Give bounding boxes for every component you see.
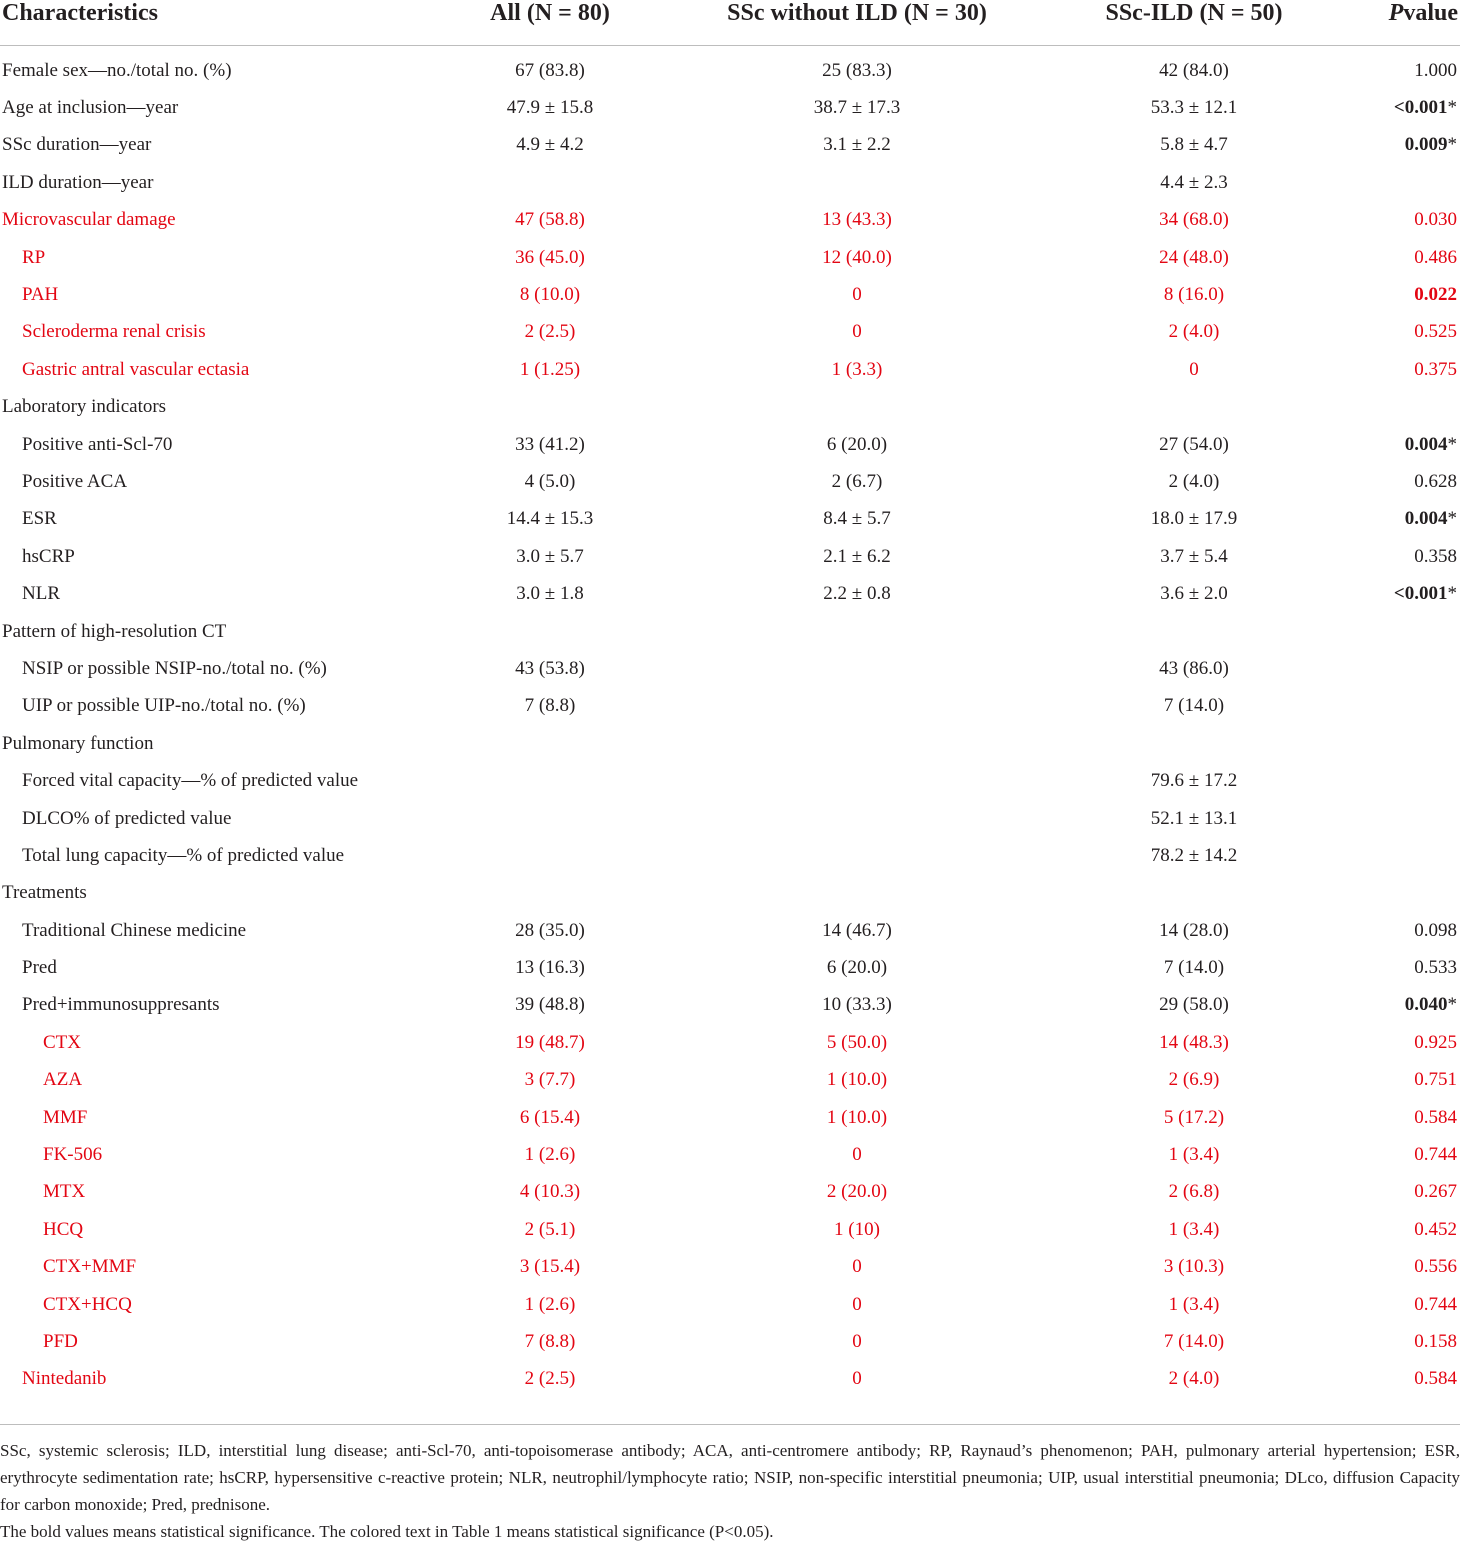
cell-ssc-ild: 14 (48.3) [1159,1031,1229,1053]
table-row [0,239,1460,276]
table-row [0,987,1460,1024]
row-label: CTX+HCQ [43,1293,132,1315]
footnote-significance: The bold values means statistical significance. The colored text in Table 1 means statistical significance (P<0.05). [0,1522,774,1541]
pvalue-number: 0.022 [1414,284,1457,306]
cell-all: 1 (2.6) [524,1144,576,1166]
cell-ssc-ild: 1 (3.4) [1168,1293,1220,1315]
cell-ssc-without-ild [640,762,1074,799]
cell-ssc-ild: 34 (68.0) [1159,209,1229,231]
cell-ssc-ild: 79.6 ± 17.2 [1150,770,1238,792]
cell-ssc-ild: 3.6 ± 2.0 [1160,583,1228,605]
table-row [0,912,1460,949]
cell-ssc-without-ild: 5 (50.0) [826,1031,888,1053]
cell-ssc-without-ild: 10 (33.3) [822,994,892,1016]
row-label: Scleroderma renal crisis [22,321,206,343]
cell-ssc-ild: 2 (4.0) [1168,1368,1220,1390]
cell-pvalue [1314,1174,1460,1211]
cell-pvalue [1314,1136,1460,1173]
table-row [0,1286,1460,1323]
pvalue-number: 0.452 [1414,1218,1457,1240]
pvalue-number: 0.267 [1414,1181,1457,1203]
table-row [0,800,1460,837]
cell-all: 39 (48.8) [515,994,585,1016]
row-label: CTX+MMF [43,1256,137,1278]
cell-pvalue [1314,762,1460,799]
cell-all: 1 (2.6) [524,1293,576,1315]
cell-ssc-without-ild: 0 [852,1144,862,1166]
cell-pvalue [1314,688,1460,725]
row-label: Positive anti-Scl-70 [22,433,173,455]
table-row [0,1099,1460,1136]
cell-all [460,875,640,912]
table-row [0,276,1460,313]
pvalue-number: 0.030 [1414,209,1457,231]
pvalue-number: 0.486 [1414,246,1457,268]
table-body [0,46,1460,1399]
cell-ssc-without-ild: 2.1 ± 6.2 [823,545,891,567]
cell-ssc-ild: 8 (16.0) [1163,284,1225,306]
pvalue-number: 0.744 [1414,1293,1457,1315]
cell-ssc-ild: 5 (17.2) [1163,1106,1225,1128]
pvalue-number: 0.533 [1414,957,1457,979]
cell-pvalue [1314,875,1460,912]
cell-ssc-without-ild: 1 (10.0) [826,1106,888,1128]
table-row [0,1062,1460,1099]
table-row [0,725,1460,762]
cell-ssc-without-ild: 6 (20.0) [826,957,888,979]
header-pvalue [1314,0,1460,46]
cell-ssc-without-ild: 13 (43.3) [822,209,892,231]
cell-pvalue [1314,987,1460,1024]
table-row [0,314,1460,351]
cell-all: 47.9 ± 15.8 [506,97,594,119]
cell-pvalue [1314,46,1460,90]
cell-all: 3 (15.4) [519,1256,581,1278]
cell-pvalue [1314,1062,1460,1099]
cell-ssc-ild: 18.0 ± 17.9 [1150,508,1238,530]
cell-ssc-ild: 2 (6.9) [1168,1069,1220,1091]
cell-pvalue [1314,837,1460,874]
cell-all: 47 (58.8) [515,209,585,231]
table-row [0,426,1460,463]
cell-all: 3.0 ± 1.8 [516,583,584,605]
row-label: Total lung capacity—% of predicted value [22,844,345,866]
cell-ssc-without-ild [640,725,1074,762]
table-row [0,501,1460,538]
header-ssc-without-ild: SSc without ILD (N = 30) [640,0,1074,46]
header-characteristics: Characteristics [0,0,460,46]
table-row [0,837,1460,874]
pvalue-number: 0.375 [1414,358,1457,380]
cell-ssc-ild: 0 [1189,358,1199,380]
pvalue-number: 0.525 [1414,321,1457,343]
row-label: SSc duration—year [2,134,152,156]
cell-pvalue [1314,1024,1460,1061]
cell-ssc-without-ild [640,164,1074,201]
cell-pvalue [1314,426,1460,463]
pvalue-number: 0.556 [1414,1256,1457,1278]
cell-all: 7 (8.8) [524,695,576,717]
cell-pvalue [1314,725,1460,762]
cell-all: 36 (45.0) [515,246,585,268]
pvalue-number: 0.925 [1414,1031,1457,1053]
cell-ssc-without-ild [640,613,1074,650]
table-row [0,463,1460,500]
pvalue-number: 0.040 [1404,994,1448,1016]
cell-ssc-ild: 42 (84.0) [1159,59,1229,81]
table-row [0,351,1460,388]
table-row [0,1323,1460,1360]
cell-ssc-ild: 52.1 ± 13.1 [1150,807,1238,829]
table-header [0,0,1460,46]
cell-ssc-ild [1074,725,1314,762]
cell-all: 43 (53.8) [515,657,585,679]
cell-ssc-without-ild: 0 [852,1256,862,1278]
pvalue-number: 0.584 [1414,1368,1457,1390]
cell-ssc-ild: 2 (4.0) [1168,321,1220,343]
row-label: Treatments [2,882,87,904]
cell-ssc-ild: 3.7 ± 5.4 [1160,545,1228,567]
cell-ssc-without-ild [640,688,1074,725]
cell-pvalue [1314,613,1460,650]
cell-all [460,164,640,201]
header-row [0,0,1460,46]
cell-ssc-ild [1074,389,1314,426]
cell-ssc-without-ild: 25 (83.3) [822,59,892,81]
cell-pvalue [1314,1323,1460,1360]
row-label: Gastric antral vascular ectasia [22,358,250,380]
cell-ssc-without-ild [640,650,1074,687]
cell-pvalue [1314,949,1460,986]
significance-star: * [1447,97,1457,119]
cell-ssc-without-ild: 2.2 ± 0.8 [823,583,891,605]
row-label: AZA [43,1069,83,1091]
cell-all: 13 (16.3) [515,957,585,979]
cell-ssc-without-ild: 1 (3.3) [831,358,883,380]
cell-ssc-ild: 43 (86.0) [1159,657,1229,679]
footnote-abbreviations: SSc, systemic sclerosis; ILD, interstitial lung disease; anti-Scl-70, anti-topoisomerase antibody; ACA, anti-centromere antibody; RP, Raynaud’s phenomenon; PAH, pulmonary arterial hypertension; ESR, erythrocyte sedimentation rate; hsCRP, hypersensitive c-reactive protein; NLR, neutrophil/lymphocyte ratio; NSIP, non-specific interstitial pneumonia; UIP, usual interstitial pneumonia; DLco, diffusion Capacity for carbon monoxide; Pred, prednisone. [0,1441,1460,1514]
table-row [0,875,1460,912]
significance-star: * [1447,583,1457,605]
cell-all: 2 (5.1) [524,1218,576,1240]
table-row [0,1024,1460,1061]
cell-ssc-ild [1074,613,1314,650]
row-label: HCQ [43,1218,84,1240]
cell-all: 6 (15.4) [519,1106,581,1128]
cell-pvalue [1314,463,1460,500]
cell-ssc-ild: 7 (14.0) [1163,1330,1225,1352]
cell-ssc-without-ild: 38.7 ± 17.3 [813,97,901,119]
cell-ssc-without-ild: 6 (20.0) [826,433,888,455]
cell-pvalue [1314,912,1460,949]
cell-ssc-ild: 7 (14.0) [1163,957,1225,979]
cell-all [460,613,640,650]
cell-all [460,725,640,762]
cell-ssc-without-ild [640,389,1074,426]
cell-all: 1 (1.25) [519,358,581,380]
significance-star: * [1447,994,1457,1016]
row-label: Traditional Chinese medicine [22,919,247,941]
cell-pvalue [1314,239,1460,276]
cell-all: 3.0 ± 5.7 [516,545,584,567]
table-row [0,613,1460,650]
cell-pvalue [1314,127,1460,164]
row-label: FK-506 [43,1144,103,1166]
cell-all: 2 (2.5) [524,1368,576,1390]
cell-pvalue [1314,575,1460,612]
cell-ssc-without-ild: 14 (46.7) [822,919,892,941]
row-label: NLR [22,583,60,605]
cell-ssc-ild: 53.3 ± 12.1 [1150,97,1238,119]
table-row [0,762,1460,799]
cell-all: 67 (83.8) [515,59,585,81]
row-label: Pulmonary function [2,732,154,754]
cell-all: 7 (8.8) [524,1330,576,1352]
cell-ssc-without-ild: 12 (40.0) [822,246,892,268]
table-row [0,1249,1460,1286]
row-label: Female sex—no./total no. (%) [2,59,232,81]
cell-pvalue [1314,351,1460,388]
cell-all: 4 (10.3) [519,1181,581,1203]
row-label: Positive ACA [22,470,128,492]
table-row [0,949,1460,986]
cell-all: 8 (10.0) [519,284,581,306]
cell-ssc-ild: 4.4 ± 2.3 [1160,171,1228,193]
cell-pvalue [1314,501,1460,538]
row-label: hsCRP [22,545,75,567]
significance-star: * [1447,508,1457,530]
table-row [0,202,1460,239]
row-label: Age at inclusion—year [2,97,179,119]
cell-ssc-ild [1074,875,1314,912]
table-row [0,164,1460,201]
table-row [0,650,1460,687]
cell-pvalue [1314,1099,1460,1136]
pvalue-number: 0.009 [1404,134,1448,156]
row-label: Nintedanib [22,1368,107,1390]
cell-ssc-without-ild: 2 (20.0) [826,1181,888,1203]
pvalue-number: 0.744 [1414,1144,1457,1166]
cell-all [460,762,640,799]
table-row [0,89,1460,126]
cell-all: 28 (35.0) [515,919,585,941]
row-label: RP [22,246,46,268]
significance-star: * [1447,433,1457,455]
cell-pvalue [1314,314,1460,351]
pvalue-number: 0.098 [1414,919,1457,941]
cell-ssc-without-ild: 2 (6.7) [831,470,883,492]
cell-pvalue [1314,276,1460,313]
cell-ssc-without-ild [640,800,1074,837]
header-ssc-ild: SSc-ILD (N = 50) [1074,0,1314,46]
cell-all: 4 (5.0) [524,470,576,492]
cell-pvalue [1314,202,1460,239]
cell-pvalue [1314,650,1460,687]
row-label: CTX [43,1031,81,1053]
cell-all: 19 (48.7) [515,1031,585,1053]
cell-ssc-without-ild: 3.1 ± 2.2 [823,134,891,156]
table-row [0,575,1460,612]
cell-all: 33 (41.2) [515,433,585,455]
cell-ssc-ild: 27 (54.0) [1159,433,1229,455]
row-label: Microvascular damage [2,209,176,231]
cell-ssc-without-ild: 0 [852,321,862,343]
header-pvalue-italic: P [1388,0,1404,26]
cell-ssc-without-ild: 0 [852,284,862,306]
cell-ssc-without-ild: 1 (10) [834,1218,880,1240]
pvalue-number: <0.001 [1393,583,1448,605]
cell-pvalue [1314,1286,1460,1323]
cell-ssc-without-ild: 8.4 ± 5.7 [823,508,891,530]
table-row [0,1136,1460,1173]
table-row [0,46,1460,90]
cell-ssc-ild: 3 (10.3) [1163,1256,1225,1278]
cell-ssc-without-ild: 0 [852,1368,862,1390]
row-label: Pattern of high-resolution CT [2,620,227,642]
row-label: Pred+immunosuppresants [22,994,220,1016]
cell-ssc-ild: 2 (4.0) [1168,470,1220,492]
row-label: Forced vital capacity—% of predicted value [22,770,359,792]
table-row [0,1174,1460,1211]
cell-pvalue [1314,1361,1460,1398]
row-label: Pred [22,957,57,979]
cell-pvalue [1314,538,1460,575]
row-label: PAH [22,284,59,306]
cell-ssc-ild: 1 (3.4) [1168,1218,1220,1240]
pvalue-number: 0.004 [1404,433,1448,455]
row-label: MTX [43,1181,86,1203]
cell-ssc-without-ild: 0 [852,1293,862,1315]
row-label: Laboratory indicators [2,396,167,418]
cell-pvalue [1314,1211,1460,1248]
pvalue-number: 0.358 [1414,545,1457,567]
cell-ssc-without-ild [640,837,1074,874]
table-row [0,127,1460,164]
row-label: NSIP or possible NSIP-no./total no. (%) [22,657,327,679]
cell-ssc-ild: 1 (3.4) [1168,1144,1220,1166]
table-row [0,1211,1460,1248]
significance-star: * [1447,134,1457,156]
table-row [0,389,1460,426]
cell-ssc-without-ild: 1 (10.0) [826,1069,888,1091]
table-row [0,688,1460,725]
row-label: MMF [43,1106,88,1128]
cell-ssc-ild: 78.2 ± 14.2 [1150,844,1238,866]
cell-ssc-ild: 29 (58.0) [1159,994,1229,1016]
cell-all [460,389,640,426]
pvalue-number: 0.158 [1414,1330,1457,1352]
pvalue-number: <0.001 [1393,97,1448,119]
cell-ssc-ild: 7 (14.0) [1163,695,1225,717]
table-row [0,538,1460,575]
row-label: DLCO% of predicted value [22,807,232,829]
header-all: All (N = 80) [460,0,640,46]
pvalue-number: 0.751 [1414,1069,1457,1091]
header-pvalue-rest: value [1403,0,1458,26]
cell-all [460,837,640,874]
pvalue-number: 0.628 [1414,470,1457,492]
cell-all: 3 (7.7) [524,1069,576,1091]
cell-ssc-ild: 5.8 ± 4.7 [1160,134,1228,156]
cell-ssc-without-ild [640,875,1074,912]
cell-pvalue [1314,1249,1460,1286]
pvalue-number: 1.000 [1414,59,1457,81]
cell-pvalue [1314,89,1460,126]
cell-all: 2 (2.5) [524,321,576,343]
row-label: ILD duration—year [2,171,154,193]
cell-all: 4.9 ± 4.2 [516,134,584,156]
cell-pvalue [1314,389,1460,426]
row-label: PFD [43,1330,78,1352]
pvalue-number: 0.004 [1404,508,1448,530]
table-row [0,1361,1460,1398]
cell-ssc-ild: 2 (6.8) [1168,1181,1220,1203]
cell-all: 14.4 ± 15.3 [506,508,594,530]
row-label: UIP or possible UIP-no./total no. (%) [22,695,306,717]
pvalue-number: 0.584 [1414,1106,1457,1128]
cell-ssc-ild: 24 (48.0) [1159,246,1229,268]
table-footnote [0,1424,1460,1545]
cell-ssc-ild: 14 (28.0) [1159,919,1229,941]
row-label: ESR [22,508,57,530]
cell-all [460,800,640,837]
cell-pvalue [1314,800,1460,837]
cell-pvalue [1314,164,1460,201]
cell-ssc-without-ild: 0 [852,1330,862,1352]
